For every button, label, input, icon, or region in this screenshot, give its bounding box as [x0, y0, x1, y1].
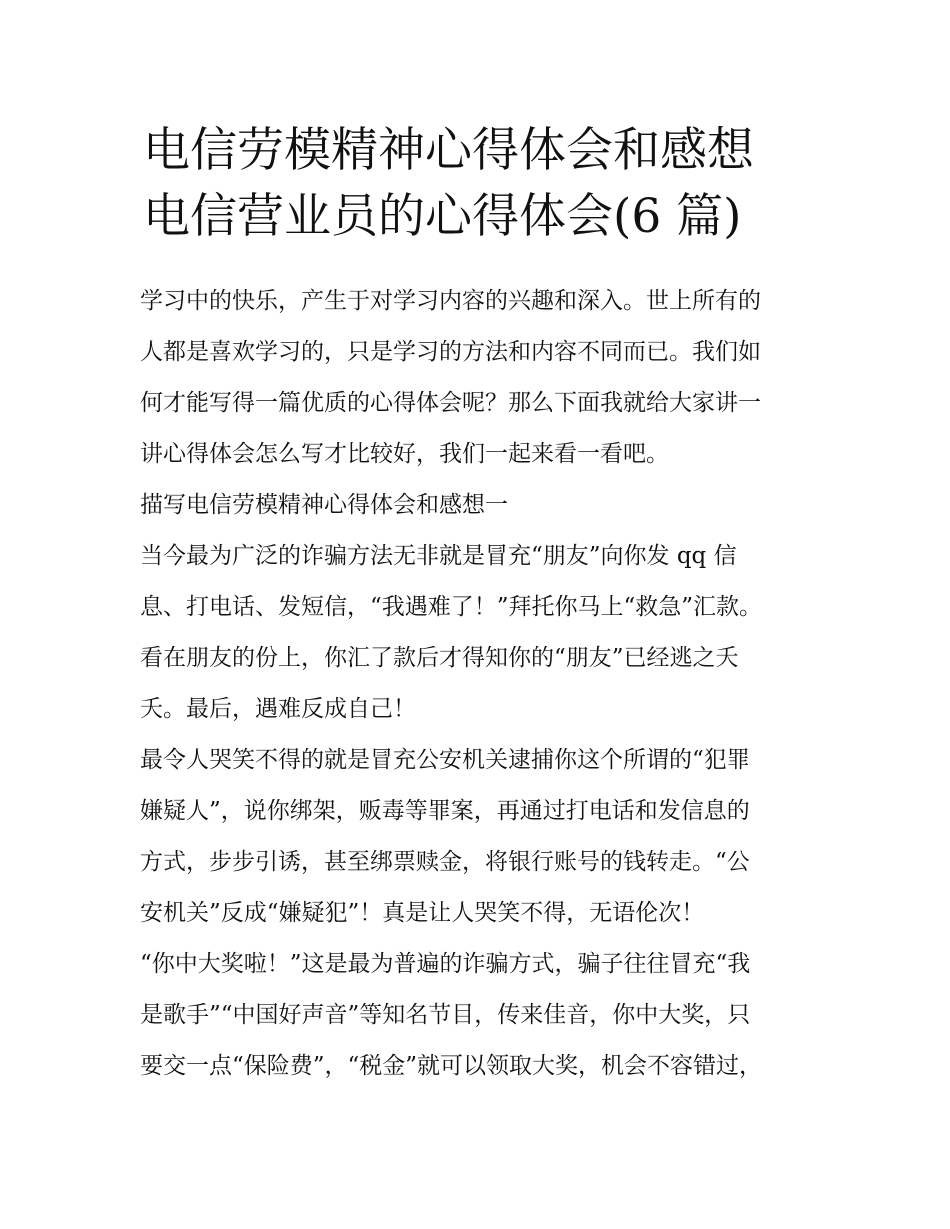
body-line: 最令人哭笑不得的就是冒充公安机关逮捕你这个所谓的“犯罪 [140, 747, 750, 773]
document-title [143, 118, 843, 250]
document-body [140, 276, 820, 1092]
body-line: 息、打电话、发短信，“我遇难了！”拜托你马上“救急”汇款。 [140, 594, 763, 620]
body-line: 夭。最后，遇难反成自己！ [140, 696, 416, 722]
body-line: 安机关”反成“嫌疑犯”！真是让人哭笑不得，无语伦次！ [140, 900, 705, 926]
body-line: 人都是喜欢学习的，只是学习的方法和内容不同而已。我们如 [140, 339, 761, 365]
section-heading: 描写电信劳模精神心得体会和感想一 [140, 492, 508, 518]
body-line: 何才能写得一篇优质的心得体会呢？那么下面我就给大家讲一 [140, 390, 761, 416]
title-line-1: 电信劳模精神心得体会和感想 [143, 123, 754, 178]
body-line: 学习中的快乐，产生于对学习内容的兴趣和深入。世上所有的 [140, 288, 761, 314]
body-line: 当今最为广泛的诈骗方法无非就是冒充“朋友”向你发 qq 信 [140, 543, 737, 569]
body-line: “你中大奖啦！”这是最为普遍的诈骗方式，骗子往往冒充“我 [140, 951, 751, 977]
body-line: 嫌疑人”，说你绑架，贩毒等罪案，再通过打电话和发信息的 [140, 798, 750, 824]
body-line: 方式，步步引诱，甚至绑票赎金，将银行账号的钱转走。“公 [140, 849, 750, 875]
title-line-2: 电信营业员的心得体会(6 篇) [143, 189, 742, 244]
body-line: 是歌手”“中国好声音”等知名节目，传来佳音，你中大奖，只 [140, 1002, 751, 1028]
body-line: 看在朋友的份上，你汇了款后才得知你的“朋友”已经逃之夭 [140, 645, 739, 671]
body-line: 要交一点“保险费”，“税金”就可以领取大奖，机会不容错过， [140, 1053, 763, 1079]
body-line: 讲心得体会怎么写才比较好，我们一起来看一看吧。 [140, 441, 669, 467]
